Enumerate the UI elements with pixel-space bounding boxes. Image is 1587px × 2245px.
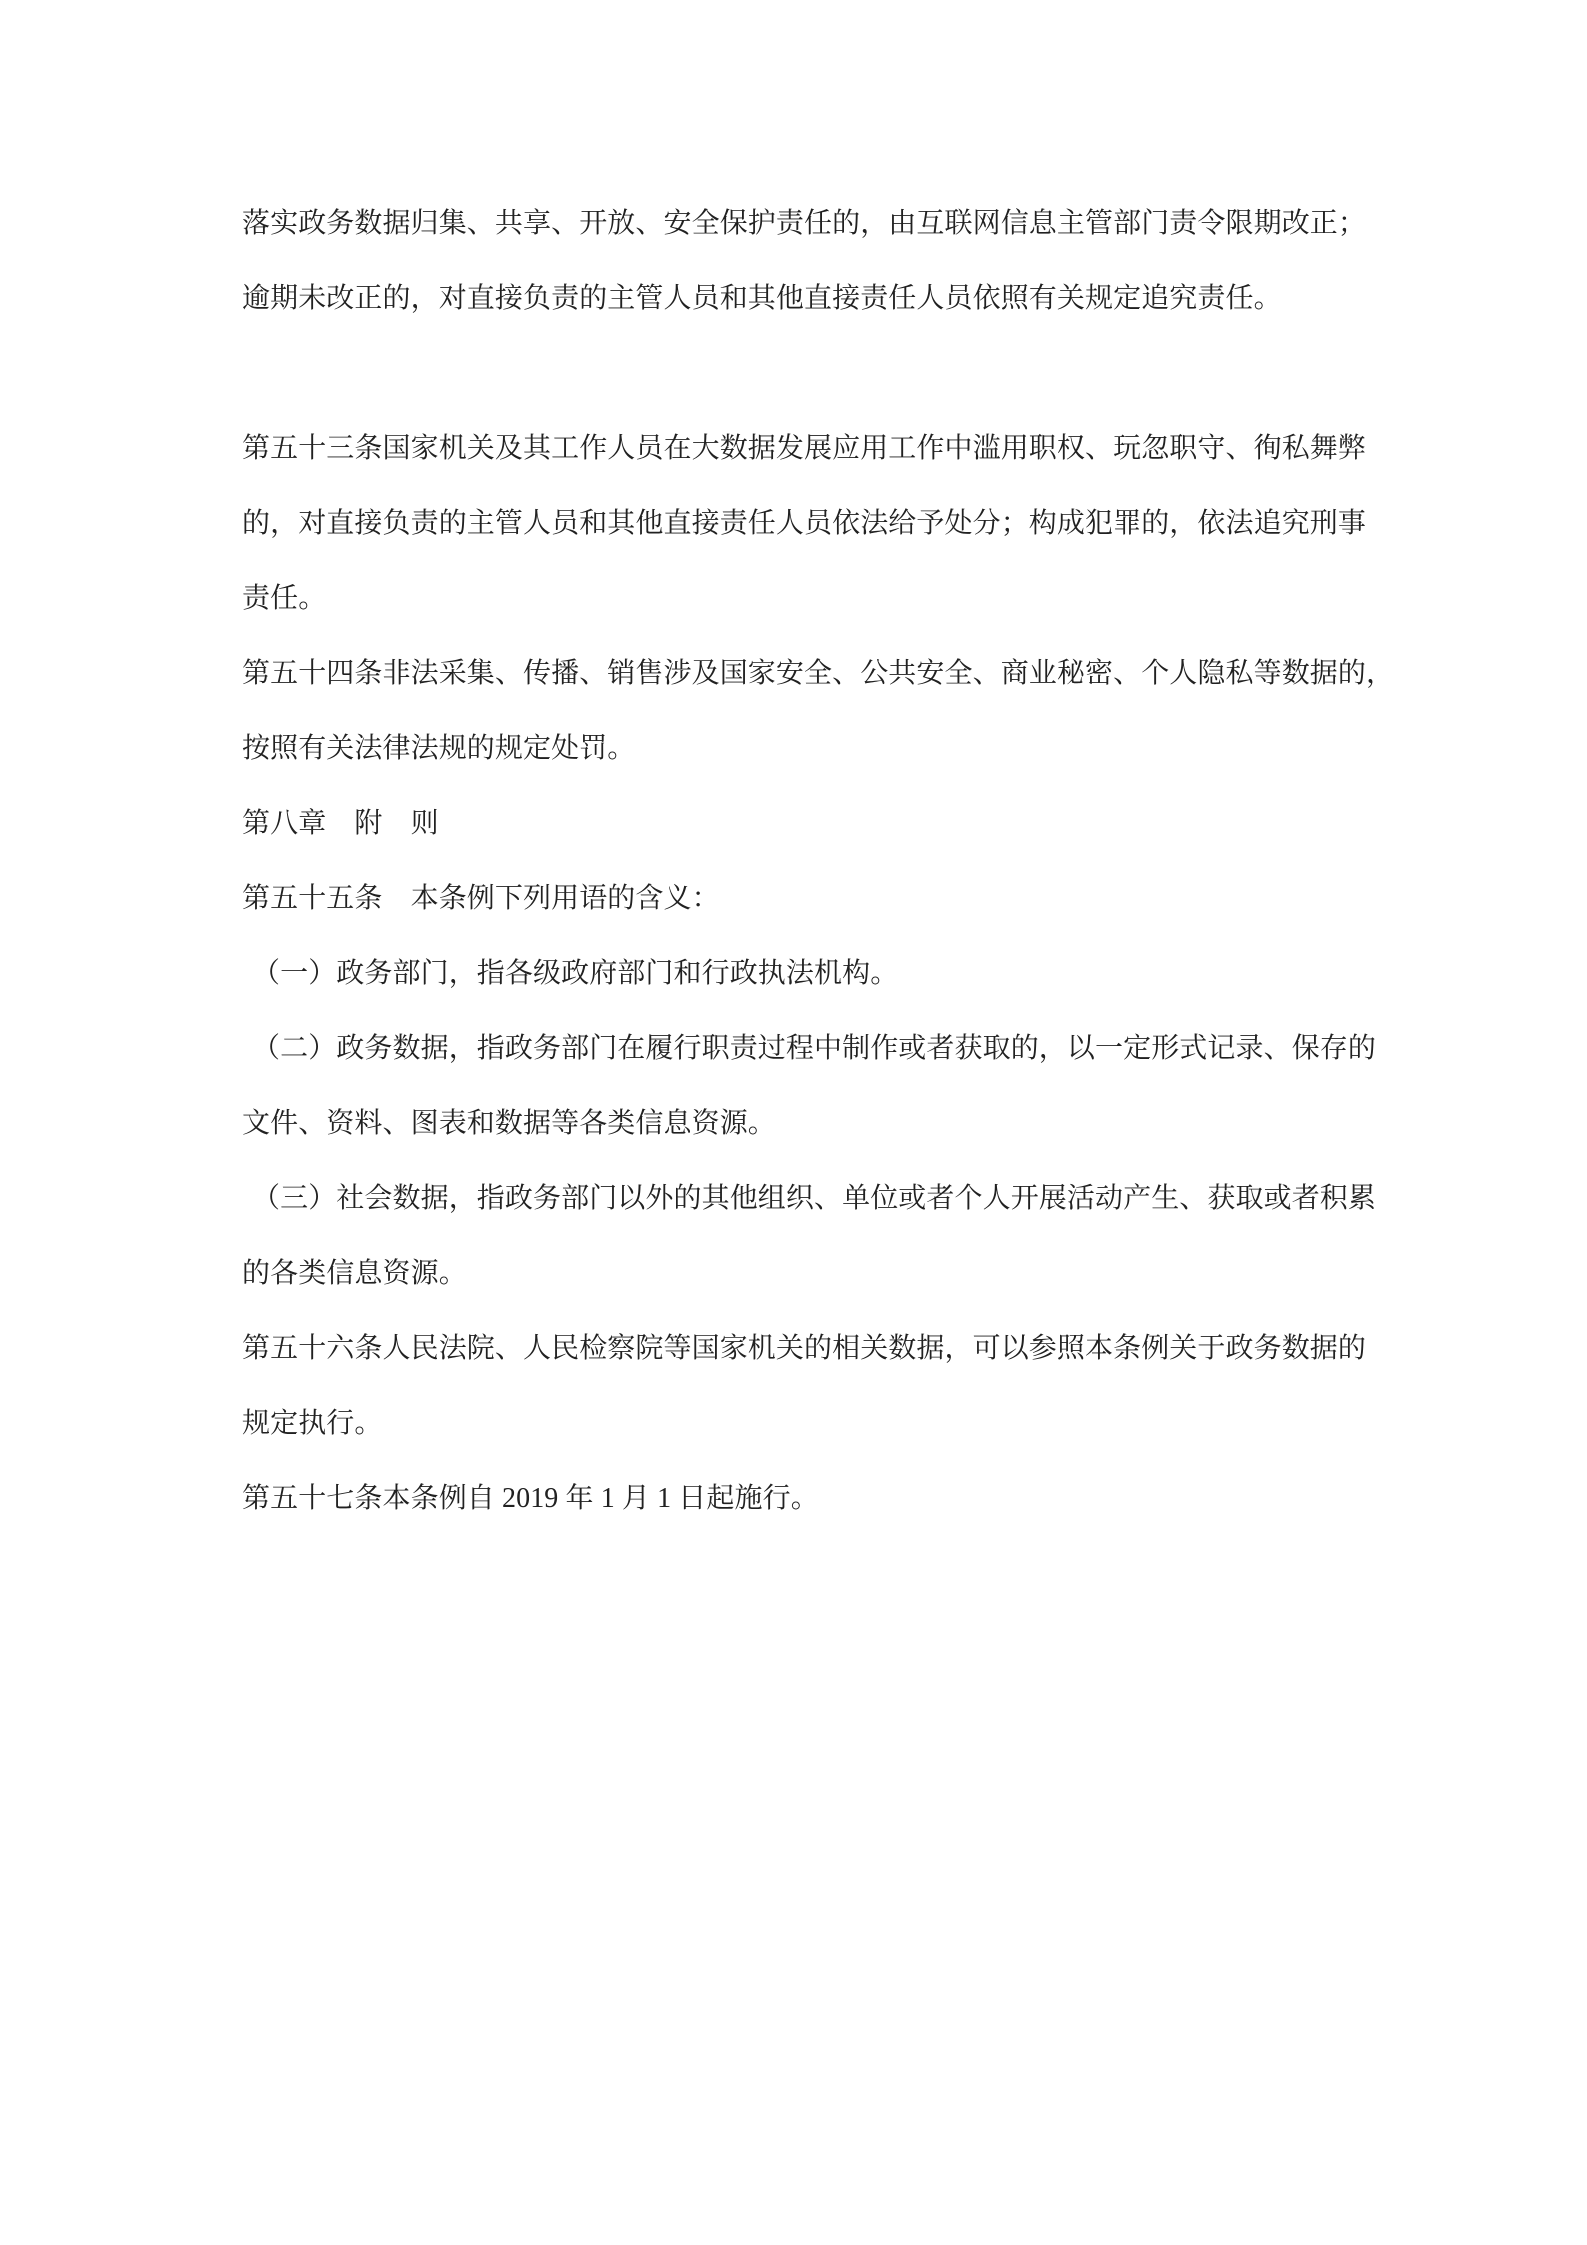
text-line: 落实政务数据归集、共享、开放、安全保护责任的，由互联网信息主管部门责令限期改正； xyxy=(242,208,1367,239)
text-line: 第八章 附 则 xyxy=(242,808,439,839)
text-line: 第五十三条国家机关及其工作人员在大数据发展应用工作中滥用职权、玩忽职守、徇私舞弊 xyxy=(242,433,1367,464)
text-line: 的，对直接负责的主管人员和其他直接责任人员依法给予处分；构成犯罪的，依法追究刑事 xyxy=(242,508,1367,539)
text-line: 按照有关法律法规的规定处罚。 xyxy=(242,733,636,764)
text-line: 第五十六条人民法院、人民检察院等国家机关的相关数据，可以参照本条例关于政务数据的 xyxy=(242,1333,1367,1364)
text-line: 文件、资料、图表和数据等各类信息资源。 xyxy=(242,1108,776,1139)
text-line: 规定执行。 xyxy=(242,1408,383,1439)
text-line: 第五十七条本条例自 2019 年 1 月 1 日起施行。 xyxy=(242,1483,819,1514)
text-line: （二）政务数据，指政务部门在履行职责过程中制作或者获取的，以一定形式记录、保存的 xyxy=(252,1033,1377,1064)
text-line: 第五十四条非法采集、传播、销售涉及国家安全、公共安全、商业秘密、个人隐私等数据的， xyxy=(242,658,1395,689)
text-line: 责任。 xyxy=(242,583,327,614)
text-line: 第五十五条 本条例下列用语的含义： xyxy=(242,883,720,914)
text-line: （三）社会数据，指政务部门以外的其他组织、单位或者个人开展活动产生、获取或者积累 xyxy=(252,1183,1377,1214)
text-line: （一）政务部门，指各级政府部门和行政执法机构。 xyxy=(252,958,899,989)
text-line: 的各类信息资源。 xyxy=(242,1258,467,1289)
text-line: 逾期未改正的，对直接负责的主管人员和其他直接责任人员依照有关规定追究责任。 xyxy=(242,283,1282,314)
